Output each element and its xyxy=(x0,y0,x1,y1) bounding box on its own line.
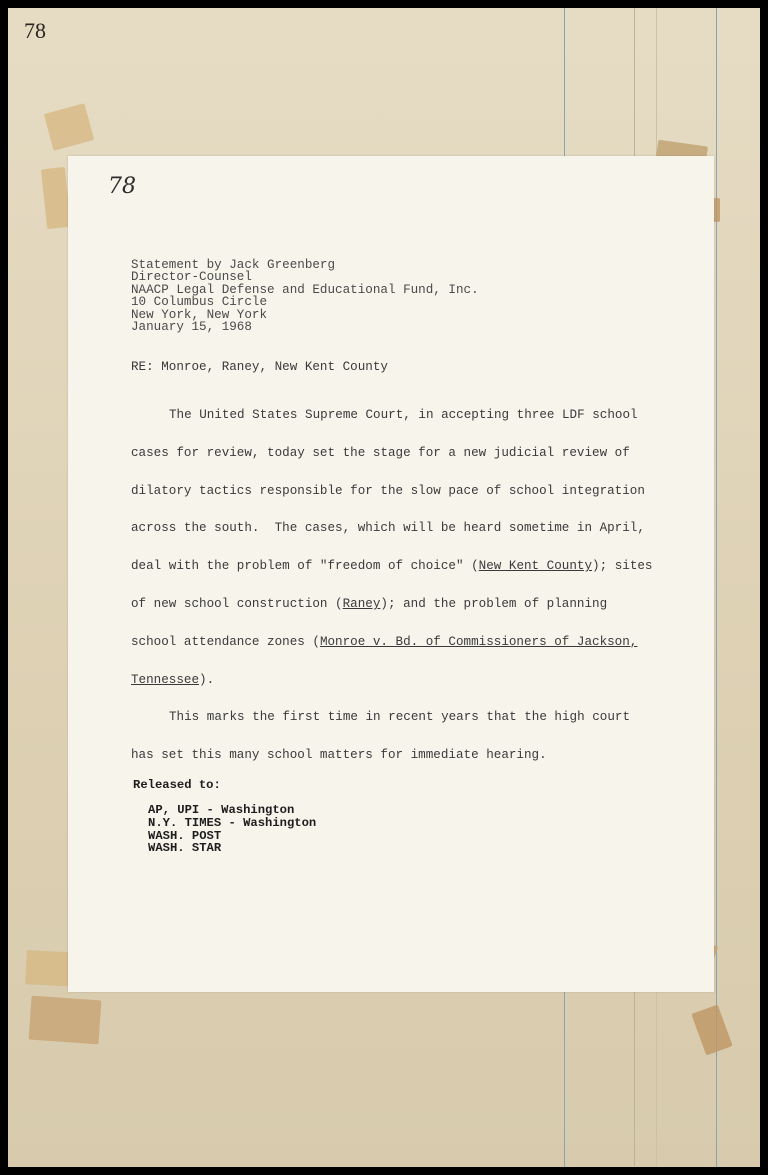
body-line: The United States Supreme Court, in accepting three LDF school xyxy=(169,408,638,422)
recipient: WASH. STAR xyxy=(148,841,222,856)
body-text: school attendance zones ( xyxy=(131,634,320,649)
recipients-list xyxy=(148,804,316,855)
header-line: Director-Counsel xyxy=(131,270,252,285)
case-name: Raney xyxy=(342,596,381,611)
released-label: Released to: xyxy=(133,778,221,792)
header-date: January 15, 1968 xyxy=(131,320,252,335)
header-line: Statement by Jack Greenberg xyxy=(131,258,336,272)
case-name: Tennessee xyxy=(131,672,200,687)
statement-header xyxy=(131,259,479,333)
body-line xyxy=(131,624,671,662)
header-line: NAACP Legal Defense and Educational Fund, Inc. xyxy=(131,282,479,297)
typed-statement-sheet xyxy=(68,156,714,992)
header-line: 10 Columbus Circle xyxy=(131,295,268,310)
case-name: New Kent County xyxy=(478,559,593,574)
handwritten-page-number: 78 xyxy=(108,174,136,199)
body-line: has set this many school matters for immediate hearing. xyxy=(131,748,547,763)
body-text: ); sites xyxy=(592,559,653,574)
body-text: ). xyxy=(199,672,215,687)
tape-strip xyxy=(691,1005,732,1056)
body-line: dilatory tactics responsible for the slow pace of school integration xyxy=(131,483,645,498)
header-line: New York, New York xyxy=(131,307,268,322)
body-line xyxy=(131,662,671,700)
page-number: 78 xyxy=(24,18,46,43)
body-text: ); and the problem of planning xyxy=(380,596,608,611)
body-line xyxy=(131,548,671,586)
recipient: WASH. POST xyxy=(148,828,222,843)
scanned-archive-board xyxy=(8,8,760,1167)
statement-body xyxy=(131,397,671,775)
case-name: Monroe v. Bd. of Commissioners of Jackson, xyxy=(319,634,638,649)
body-text: deal with the problem of "freedom of choice" ( xyxy=(131,559,479,574)
recipient: AP, UPI - Washington xyxy=(148,803,295,817)
body-line: across the south. The cases, which will be heard sometime in April, xyxy=(131,521,645,536)
tape-strip xyxy=(41,167,71,229)
tape-strip xyxy=(44,103,94,151)
body-line: cases for review, today set the stage for a new judicial review of xyxy=(131,445,630,460)
tape-strip xyxy=(29,996,102,1045)
body-line xyxy=(131,586,671,624)
blue-rule-line xyxy=(716,8,717,1167)
body-line: This marks the first time in recent years that the high court xyxy=(169,710,631,725)
subject-line: RE: Monroe, Raney, New Kent County xyxy=(131,360,388,374)
body-text: of new school construction ( xyxy=(131,596,343,611)
recipient: N.Y. TIMES - Washington xyxy=(148,815,317,830)
